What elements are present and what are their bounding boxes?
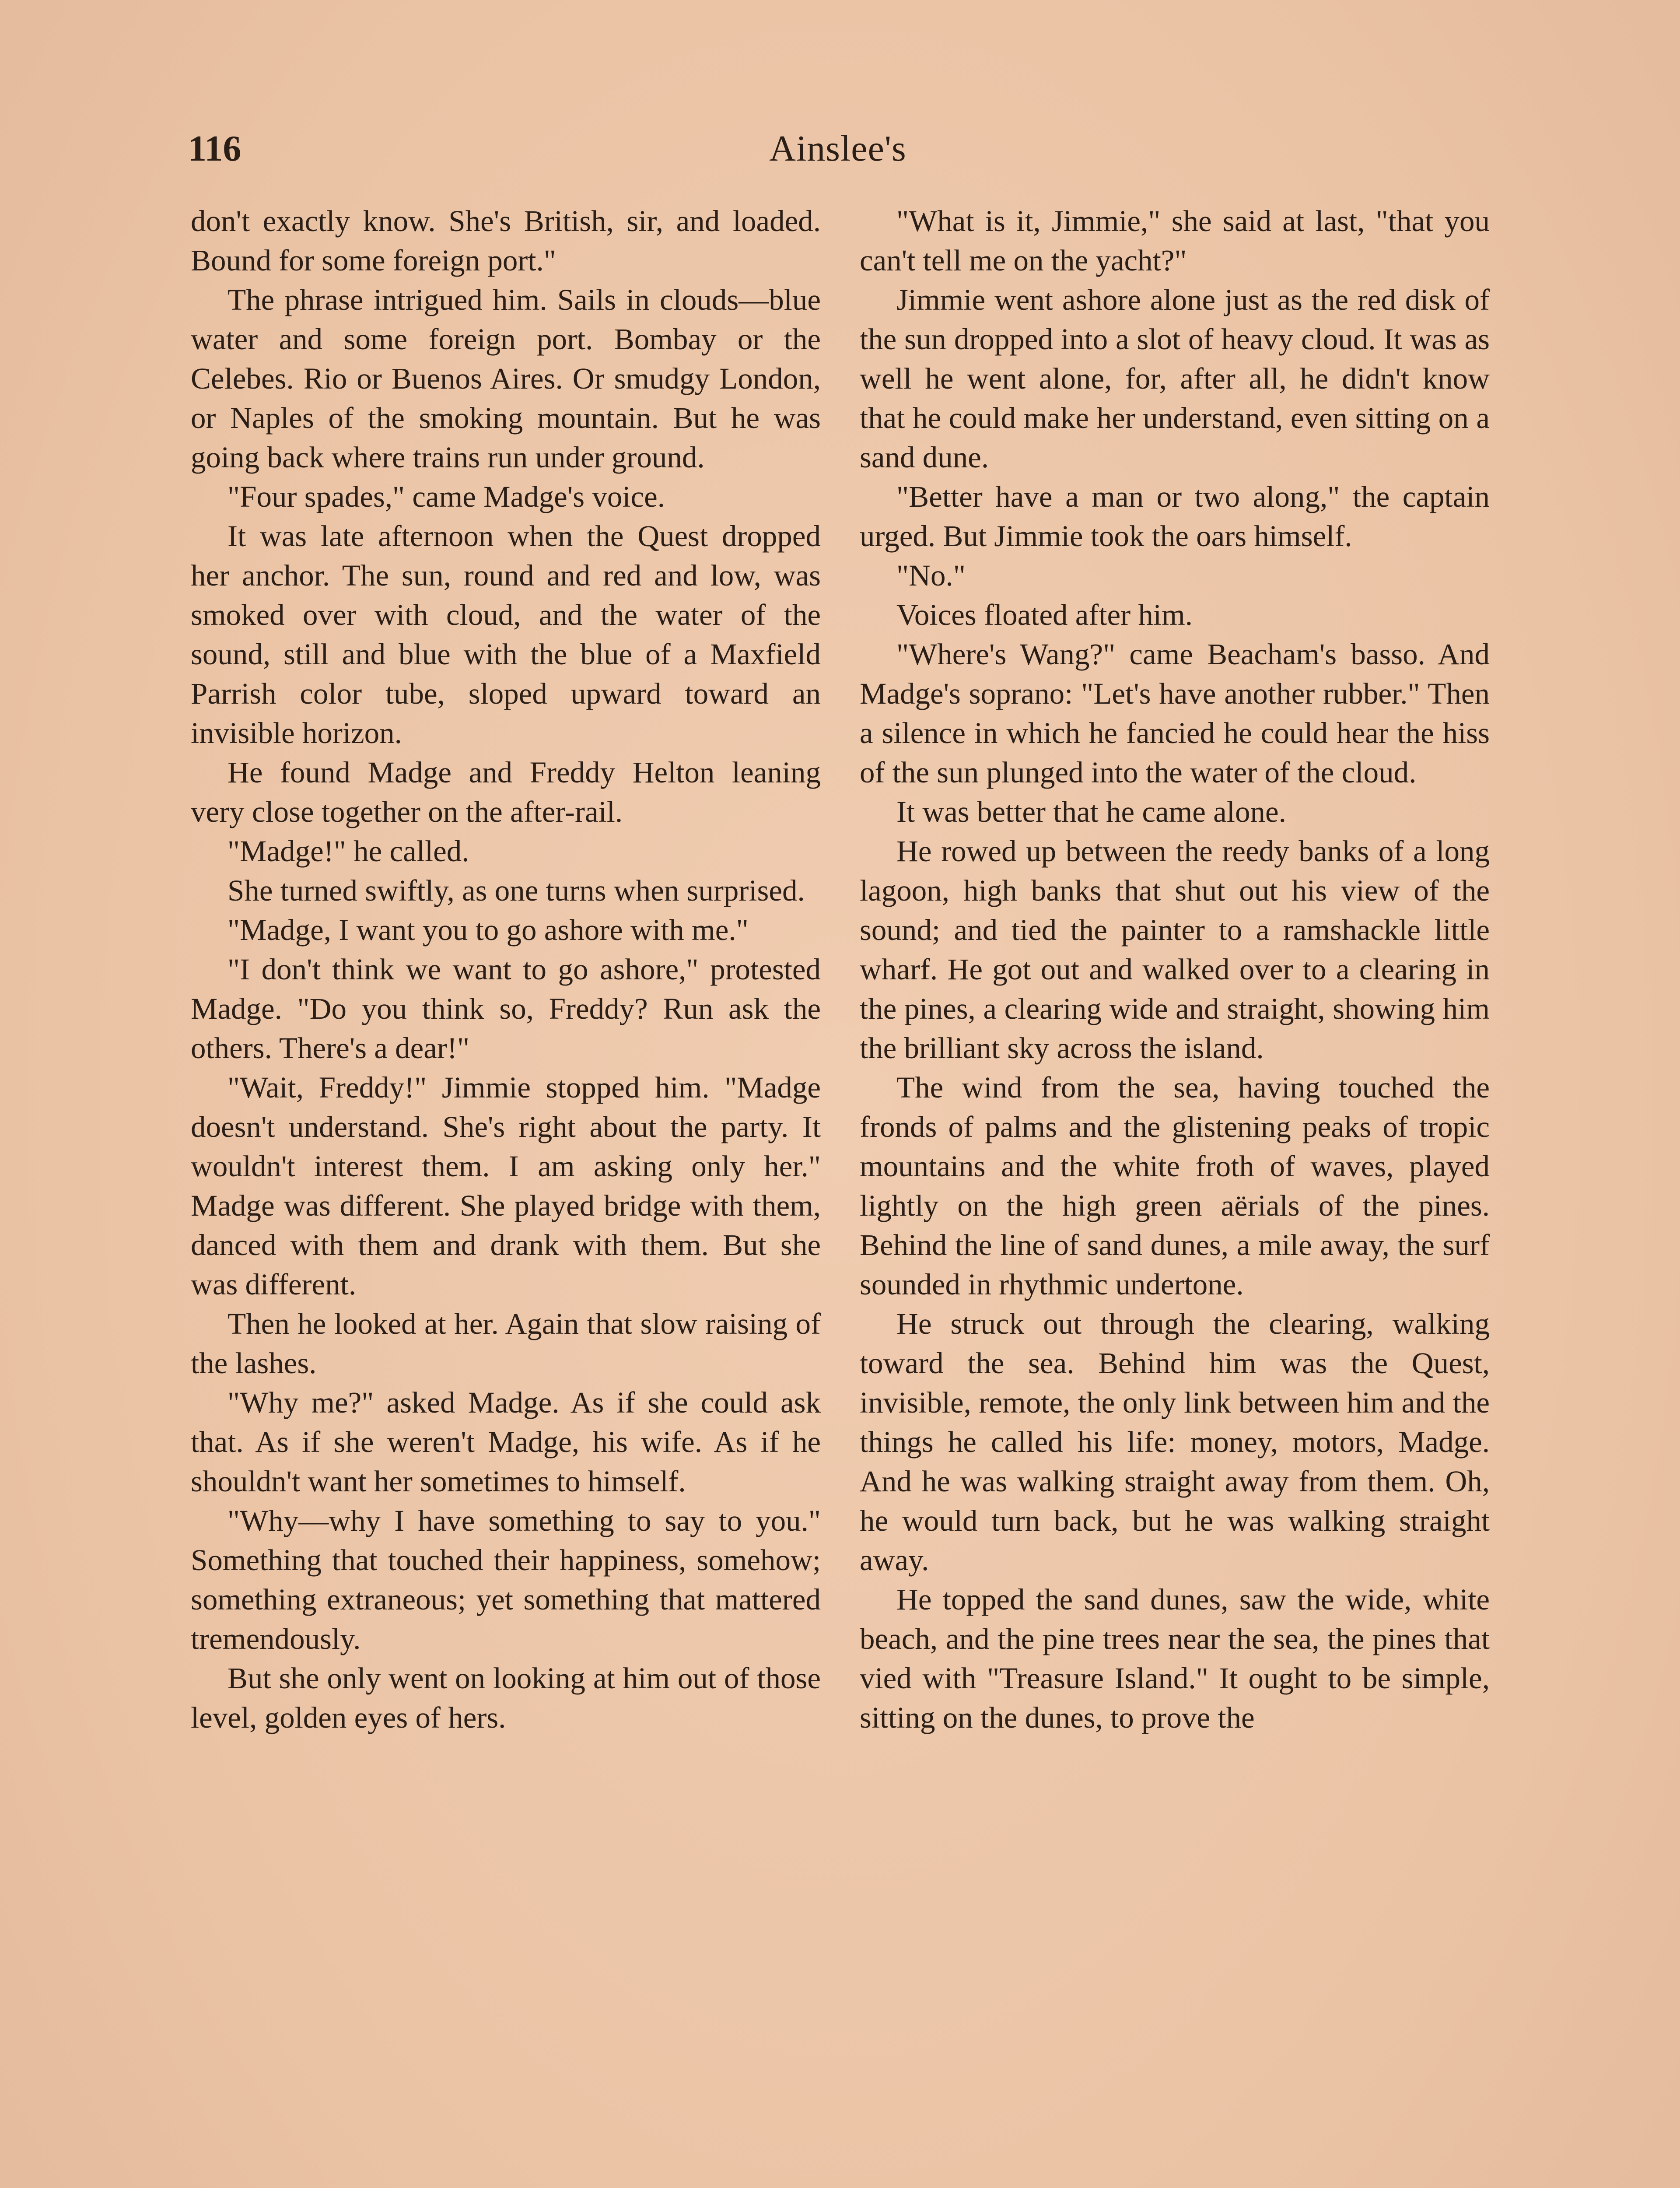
paragraph: It was better that he came alone.: [896, 795, 1286, 828]
paragraph: "Better have a man or two along," the captain urged. But Jimmie took the oars himself.: [860, 480, 1490, 553]
paragraph: It was late afternoon when the Quest dropped her anchor. The sun, round and red and low, was smoked over with cloud, and the water of the sound, still and blue with the blue of a Maxfield Parrish color tube, sloped upward toward an invisible horizon.: [191, 519, 821, 750]
paragraph: Then he looked at her. Again that slow raising of the lashes.: [191, 1307, 821, 1380]
paragraph: Voices floated after him.: [896, 598, 1193, 631]
paragraph: "Four spades," came Madge's voice.: [228, 480, 665, 513]
page-number: 116: [188, 128, 242, 169]
paragraph: "What is it, Jimmie," she said at last, "that you can't tell me on the yacht?": [860, 204, 1490, 277]
paragraph: She turned swiftly, as one turns when surprised.: [228, 874, 805, 907]
paragraph: He struck out through the clearing, walking toward the sea. Behind him was the Quest, invisible, remote, the only link between him and the things he called his life: money, motors, Madge. And he was walking straight away from them. Oh, he would turn back, but he was walking straight away.: [860, 1307, 1490, 1577]
paragraph: "Why me?" asked Madge. As if she could ask that. As if she weren't Madge, his wife. As if he shouldn't want her sometimes to himself.: [191, 1386, 821, 1498]
paragraph: Jimmie went ashore alone just as the red disk of the sun dropped into a slot of heavy cloud. It was as well he went alone, for, after all, he didn't know that he could make her understand, even sitting on a sand dune.: [860, 283, 1490, 474]
left-column: [191, 201, 821, 1737]
paragraph: "Where's Wang?" came Beacham's basso. And Madge's soprano: "Let's have another rubber." Then a silence in which he fancied he could hear the hiss of the sun plunged into the water of the cloud.: [860, 638, 1490, 789]
right-column: [860, 201, 1490, 1737]
paragraph: The wind from the sea, having touched the fronds of palms and the glistening peaks of tropic mountains and the white froth of waves, played lightly on the high green aërials of the pines. Behind the line of sand dunes, a mile away, the surf sounded in rhythmic undertone.: [860, 1071, 1490, 1301]
paragraph: "Madge, I want you to go ashore with me.": [228, 913, 749, 947]
paragraph: "I don't think we want to go ashore," protested Madge. "Do you think so, Freddy? Run ask the others. There's a dear!": [191, 953, 821, 1065]
paragraph: "No.": [896, 559, 966, 592]
paragraph: don't exactly know. She's British, sir, and loaded. Bound for some foreign port.": [191, 204, 821, 277]
paragraph: He rowed up between the reedy banks of a long lagoon, high banks that shut out his view of the sound; and tied the painter to a ramshackle little wharf. He got out and walked over to a clearing in the pines, a clearing wide and straight, showing him the brilliant sky across the island.: [860, 835, 1490, 1065]
paragraph: But she only went on looking at him out of those level, golden eyes of hers.: [191, 1662, 821, 1734]
paragraph: "Wait, Freddy!" Jimmie stopped him. "Madge doesn't understand. She's right about the party. It wouldn't interest them. I am asking only her." Madge was different. She played bridge with them, danced with them and drank with them. But she was different.: [191, 1071, 821, 1301]
paragraph: "Why—why I have something to say to you." Something that touched their happiness, somehow; something extraneous; yet something that mattered tremendously.: [191, 1504, 821, 1655]
paragraph: "Madge!" he called.: [228, 835, 469, 868]
paragraph: He topped the sand dunes, saw the wide, white beach, and the pine trees near the sea, the pines that vied with "Treasure Island." It ought to be simple, sitting on the dunes, to prove the: [860, 1583, 1490, 1734]
paragraph: The phrase intrigued him. Sails in clouds—blue water and some foreign port. Bombay or the Celebes. Rio or Buenos Aires. Or smudgy London, or Naples of the smoking mountain. But he was going back where trains run under ground.: [191, 283, 821, 474]
page-header: [188, 118, 1488, 179]
paragraph: He found Madge and Freddy Helton leaning very close together on the after-rail.: [191, 756, 821, 828]
running-head: Ainslee's: [769, 128, 906, 169]
